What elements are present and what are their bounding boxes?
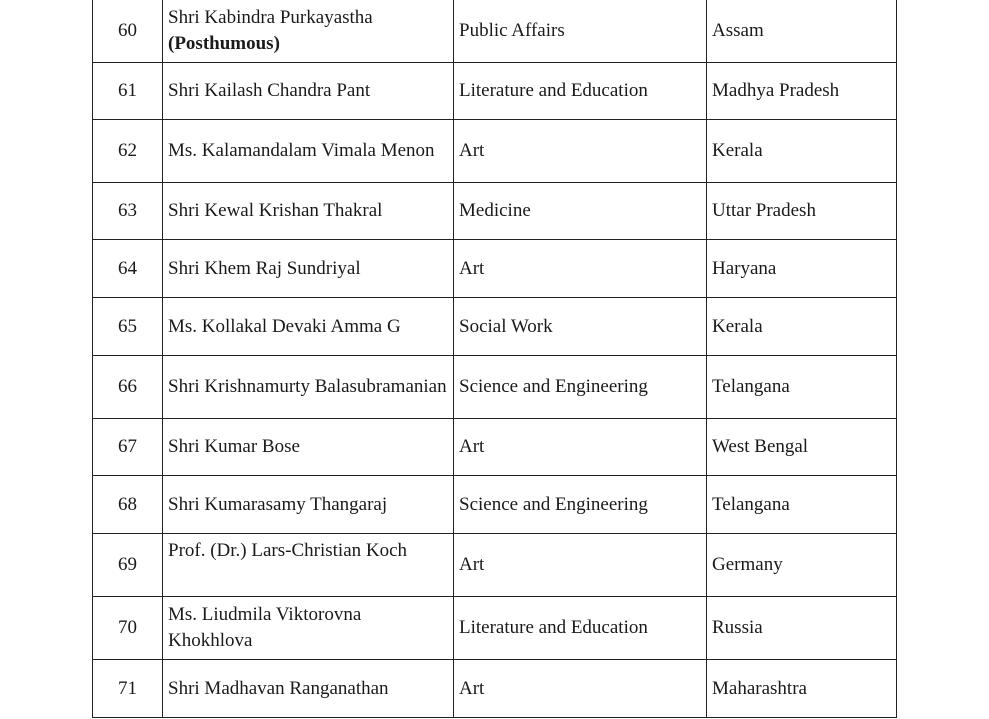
field: Art [454, 240, 707, 298]
awardees-table [92, 0, 897, 718]
awardee-name [163, 0, 454, 63]
state: Haryana [707, 240, 897, 298]
table-row [93, 356, 897, 419]
state: Kerala [707, 120, 897, 183]
field: Public Affairs [454, 0, 707, 63]
posthumous-note: (Posthumous) [168, 32, 280, 54]
awardee-name: Shri Khem Raj Sundriyal [163, 240, 454, 298]
field: Literature and Education [454, 63, 707, 120]
field: Medicine [454, 183, 707, 240]
serial-number: 68 [93, 476, 163, 534]
serial-number: 66 [93, 356, 163, 419]
table-row [93, 597, 897, 660]
awardee-name: Ms. Kalamandalam Vimala Menon [163, 120, 454, 183]
state: Assam [707, 0, 897, 63]
state: Telangana [707, 476, 897, 534]
field: Science and Engineering [454, 476, 707, 534]
awardee-name: Ms. Kollakal Devaki Amma G [163, 298, 454, 356]
table-row [93, 183, 897, 240]
state: Maharashtra [707, 660, 897, 718]
state: Uttar Pradesh [707, 183, 897, 240]
table-row [93, 240, 897, 298]
table-row [93, 419, 897, 476]
awardee-name: Ms. Liudmila Viktorovna Khokhlova [163, 597, 454, 660]
state: Madhya Pradesh [707, 63, 897, 120]
serial-number: 60 [93, 0, 163, 63]
serial-number: 71 [93, 660, 163, 718]
field: Art [454, 534, 707, 597]
field: Social Work [454, 298, 707, 356]
field: Art [454, 419, 707, 476]
field: Art [454, 660, 707, 718]
state: Telangana [707, 356, 897, 419]
awardee-name: Prof. (Dr.) Lars-Christian Koch [163, 534, 454, 597]
field: Science and Engineering [454, 356, 707, 419]
table-row [93, 298, 897, 356]
serial-number: 67 [93, 419, 163, 476]
table-row [93, 534, 897, 597]
awardee-name: Shri Kumar Bose [163, 419, 454, 476]
state: Germany [707, 534, 897, 597]
awardee-name: Shri Kewal Krishan Thakral [163, 183, 454, 240]
serial-number: 62 [93, 120, 163, 183]
table-row [93, 476, 897, 534]
awardee-name: Shri Madhavan Ranganathan [163, 660, 454, 718]
serial-number: 70 [93, 597, 163, 660]
awardee-name: Shri Krishnamurty Balasubramanian [163, 356, 454, 419]
awardee-name: Shri Kailash Chandra Pant [163, 63, 454, 120]
serial-number: 65 [93, 298, 163, 356]
table-row [93, 0, 897, 63]
serial-number: 61 [93, 63, 163, 120]
awardee-name-text: Shri Kabindra Purkayastha [168, 6, 373, 28]
awardee-name: Shri Kumarasamy Thangaraj [163, 476, 454, 534]
state: Russia [707, 597, 897, 660]
serial-number: 69 [93, 534, 163, 597]
state: Kerala [707, 298, 897, 356]
table-row [93, 120, 897, 183]
table-row [93, 63, 897, 120]
serial-number: 64 [93, 240, 163, 298]
field: Literature and Education [454, 597, 707, 660]
state: West Bengal [707, 419, 897, 476]
table-row [93, 660, 897, 718]
field: Art [454, 120, 707, 183]
serial-number: 63 [93, 183, 163, 240]
